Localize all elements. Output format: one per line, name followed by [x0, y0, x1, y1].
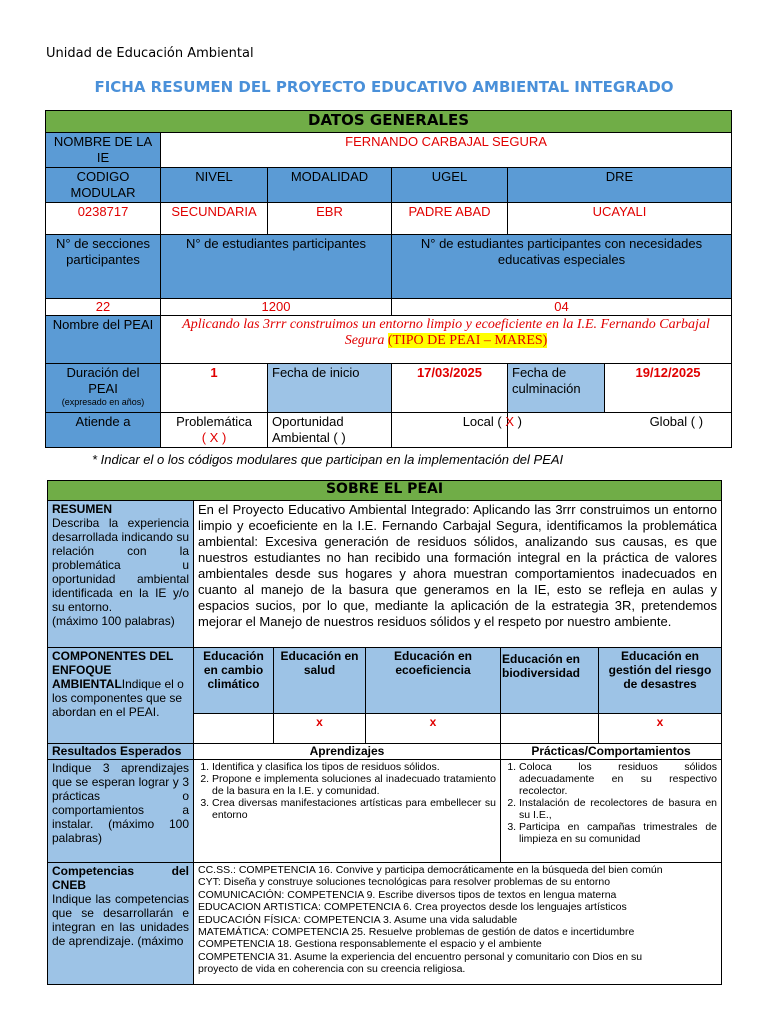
nee-label: N° de estudiantes participantes con necesidades educativas especiales	[392, 235, 732, 299]
estudiantes-label: N° de estudiantes participantes	[161, 235, 392, 299]
local-option-text	[398, 413, 526, 445]
estudiantes-value: 1200	[161, 299, 392, 316]
resumen-max: (máximo 100 palabras)	[52, 614, 175, 628]
secciones-value: 22	[46, 299, 161, 316]
page-title: FICHA RESUMEN DEL PROYECTO EDUCATIVO AMBIENTAL INTEGRADO	[94, 78, 674, 96]
duracion-value: 1	[161, 364, 268, 413]
resumen-label	[48, 501, 194, 648]
peai-label: Nombre del PEAI	[46, 316, 161, 364]
resumen-text: En el Proyecto Educativo Ambiental Integrado: Aplicando las 3rrr construimos un entorno limpio y ecoeficiente en la I.E. Fernando Carbajal Segura, identificamos la problemática ambiental: Excesiva generación de residuos sólidos, analizando sus causas, es que nuestros estudiantes no han recibido una formación integral en la práctica de valores ambientales desde sus hogares y ahora muestran comportamientos inadecuados en cuanto al manejo de la basura que generamos en la IE, esto se refleja en aulas y espacios sucios, por lo que, mediante la aplicación de la estrategia 3R, pretendemos mejorar el Manejo de nuestros residuos sólidos y el respeto por nuestro ambiente.	[194, 501, 722, 648]
resultados-desc: Indique 3 aprendizajes que se esperan lograr y 3 prácticas o comportamientos a instalar. (máximo 100 palabras)	[48, 760, 194, 863]
component-cambio-climatico: Educación en cambio climático	[194, 648, 274, 714]
competencias-list	[194, 863, 722, 985]
practica-item: 1. Coloca los residuos sólidos adecuadamente en su respectivo recolector.	[519, 761, 717, 797]
competencia-item: EDUCACION ARTISTICA: COMPETENCIA 6. Crea proyectos desde los lenguajes artísticos	[198, 901, 627, 914]
practica-item: 3. Participa en campañas trimestrales de limpieza en su comunidad	[519, 821, 717, 845]
datos-generales-header: DATOS GENERALES	[46, 111, 732, 133]
duracion-label-text: Duración del PEAI	[66, 365, 140, 396]
secciones-label: N° de secciones participantes	[46, 235, 161, 299]
component-gestion-riesgo: Educación en gestión del riesgo de desastres	[599, 648, 722, 714]
sobre-peai-table	[47, 480, 722, 985]
modalidad-label: MODALIDAD	[268, 168, 392, 203]
problematica-option	[161, 413, 268, 448]
mark-biodiversidad	[501, 714, 599, 744]
nombre-ie-value: FERNANDO CARBAJAL SEGURA	[161, 133, 732, 168]
dre-label: DRE	[508, 168, 732, 203]
competencia-item: CYT: Diseña y construye soluciones tecnológicas para resolver problemas de su entorno	[198, 876, 611, 889]
global-option: Global ( )	[649, 414, 704, 429]
resumen-desc: Describa la experiencia desarrollada indicando su relación con la problemática u oportunidad ambiental identificada en la IE y/o su entorno.	[52, 516, 189, 614]
problematica-text: Problemática	[176, 414, 252, 429]
aprendizajes-header: Aprendizajes	[194, 744, 501, 760]
competencia-item: MATEMÁTICA: COMPETENCIA 25. Resuelve problemas de gestión de datos e incertidumbre	[198, 926, 635, 939]
resultados-title: Resultados Esperados	[48, 744, 194, 760]
component-salud: Educación en salud	[274, 648, 366, 714]
fecha-culminacion-label: Fecha de culminación	[508, 364, 605, 412]
resumen-title: RESUMEN	[52, 502, 113, 516]
atiende-label: Atiende a	[46, 413, 161, 448]
aprendizaje-item: 3. Crea diversas manifestaciones artísticas para embellecer su entorno	[212, 797, 496, 821]
cneb-desc: Indique las competencias que se desarrollarán e integran en las unidades de aprendizaje. (máximo	[52, 892, 189, 948]
practicas-header: Prácticas/Comportamientos	[501, 744, 722, 760]
mark-gestion-riesgo: x	[599, 714, 722, 744]
fecha-culminacion-value: 19/12/2025	[635, 365, 701, 380]
datos-generales-table	[45, 110, 732, 448]
local-label: Local (	[462, 414, 502, 429]
codigo-modular-label: CODIGO MODULAR	[46, 168, 161, 203]
component-biodiversidad-label: Educación en biodiversidad	[501, 652, 581, 680]
unit-label: Unidad de Educación Ambiental	[46, 46, 254, 61]
aprendizaje-item: 2. Propone e implementa soluciones al inadecuado tratamiento de la basura en la I.E. y comunidad.	[212, 773, 496, 797]
component-ecoeficiencia: Educación en ecoeficiencia	[366, 648, 501, 714]
problematica-mark: ( X )	[201, 430, 227, 445]
aprendizaje-item: 1. Identifica y clasifica los tipos de residuos sólidos.	[212, 761, 496, 773]
componentes-title: COMPONENTES DEL ENFOQUE AMBIENTAL	[52, 649, 174, 691]
nee-value: 04	[392, 299, 732, 316]
cneb-title: Competencias del CNEB	[52, 864, 189, 892]
modalidad-value: EBR	[268, 203, 392, 235]
ugel-label: UGEL	[392, 168, 508, 203]
oportunidad-option: Oportunidad Ambiental ( )	[268, 413, 392, 448]
competencia-item: CC.SS.: COMPETENCIA 16. Convive y participa democráticamente en la búsqueda del bien común	[198, 864, 663, 876]
sobre-peai-header: SOBRE EL PEAI	[48, 481, 722, 501]
practicas-list	[501, 760, 722, 863]
competencia-item: EDUCACIÓN FÍSICA: COMPETENCIA 3. Asume una vida saludable	[198, 913, 518, 926]
mark-ecoeficiencia: x	[366, 714, 501, 744]
duracion-label	[46, 364, 161, 413]
local-mark: X	[505, 414, 515, 429]
nombre-ie-label: NOMBRE DE LA IE	[46, 133, 161, 168]
fecha-inicio-value: 17/03/2025	[392, 364, 508, 413]
mark-salud: x	[274, 714, 366, 744]
componentes-desc: Indique el o los componentes que se abordan en el PEAI.	[52, 677, 184, 719]
ugel-value: PADRE ABAD	[392, 203, 508, 235]
nivel-label: NIVEL	[161, 168, 268, 203]
competencia-item: proyecto de vida en coherencia con su creencia religiosa.	[198, 963, 466, 976]
duracion-note: (expresado en años)	[61, 397, 145, 407]
componentes-label	[48, 648, 194, 744]
footnote: * Indicar el o los códigos modulares que participan en la implementación del PEAI	[92, 452, 564, 467]
codigo-modular-value: 0238717	[46, 203, 161, 235]
fecha-inicio-label: Fecha de inicio	[268, 364, 392, 413]
dre-value: UCAYALI	[508, 203, 732, 235]
competencia-item: COMPETENCIA 31. Asume la experiencia del encuentro personal y comunitario con Dios en su	[198, 950, 643, 963]
practica-item: 2. Instalación de recolectores de basura en su I.E.,	[519, 797, 717, 821]
cneb-label	[48, 863, 194, 985]
competencia-item: COMUNICACIÓN: COMPETENCIA 9. Escribe diversos tipos de textos en lengua materna	[198, 888, 617, 901]
nivel-value: SECUNDARIA	[161, 203, 268, 235]
aprendizajes-list	[194, 760, 501, 863]
mark-cambio-climatico	[194, 714, 274, 744]
peai-name-text: Aplicando las 3rrr construimos un entorno limpio y ecoeficiente en la I.E. Fernando Carbajal Segura	[182, 317, 710, 348]
competencia-item: COMPETENCIA 18. Gestiona responsablemente el espacio y el ambiente	[198, 938, 542, 951]
local-close: )	[517, 414, 522, 429]
peai-name	[161, 316, 732, 364]
peai-type-highlight: (TIPO DE PEAI – MARES)	[387, 333, 548, 348]
